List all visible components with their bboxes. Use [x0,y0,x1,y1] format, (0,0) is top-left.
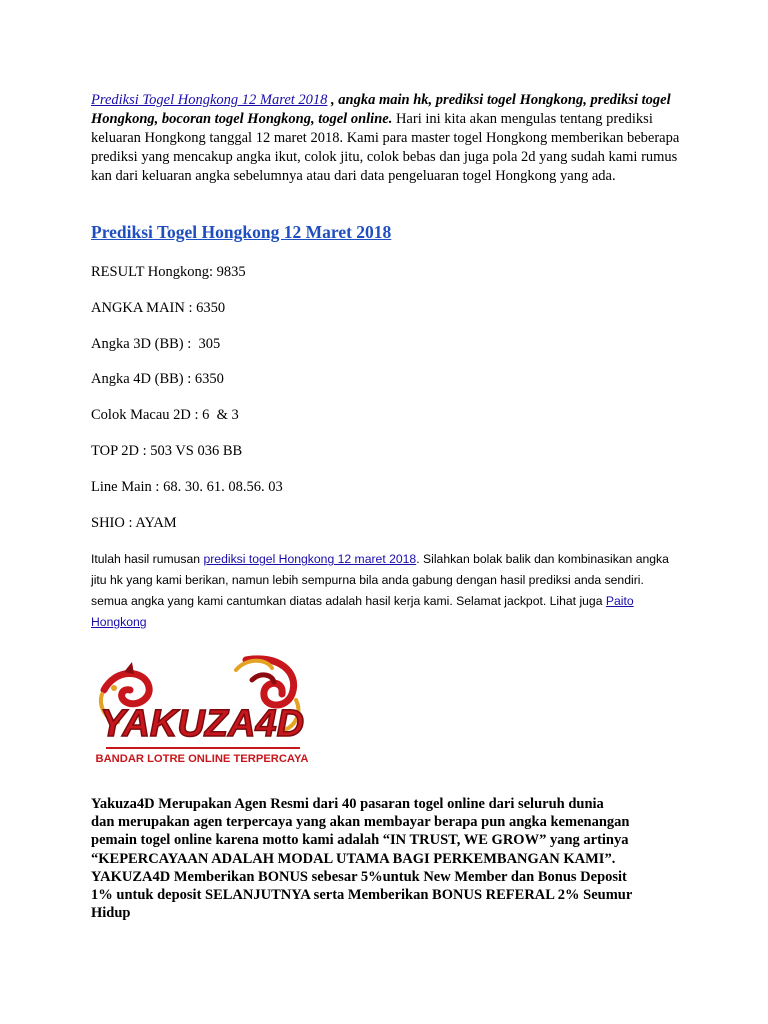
page-heading [91,222,691,243]
footer-paragraph [91,795,691,922]
result-line-colok-macau: Colok Macau 2D : 6 & 3 [91,407,239,424]
footer-line: pemain togel online karena motto kami adalah “IN TRUST, WE GROW” yang artinya [91,832,629,849]
yakuza4d-logo-graphic [96,650,308,770]
footer-line: dan merupakan agen terpercaya yang akan membayar berapa pun angka kemenangan [91,814,630,831]
result-line-hongkong: RESULT Hongkong: 9835 [91,264,246,280]
outro-text-middle: . Silahkan bolak balik dan kombinasikan angka jitu hk yang kami berikan, namun lebih sempurna bila anda gabung dengan hasil prediksi anda sendiri. semua angka yang kami cantumkan diatas adalah hasil kerja kami. Selamat jackpot. Lihat juga [91,552,669,609]
outro-text-start: Itulah hasil rumusan [91,552,204,567]
result-line-top-2d: TOP 2D : 503 VS 036 BB [91,442,243,459]
footer-line: “KEPERCAYAAN ADALAH MODAL UTAMA BAGI PERKEMBANGAN KAMI”. [91,850,616,867]
outro-paragraph [91,549,671,633]
yakuza4d-logo [96,650,308,770]
result-line-angka-3d: Angka 3D (BB) : 305 [91,335,221,352]
intro-body-text: Hari ini kita akan mengulas tentang prediksi keluaran Hongkong tanggal 12 maret 2018. Kami para master togel Hongkong memberikan beberapa prediksi yang mencakup angka ikut, colok jitu, colok bebas dan juga pola 2d yang sudah kami rumus kan dari keluaran angka sebelumnya atau dari data pengeluaran togel Hongkong yang ada. [91,111,680,184]
result-list [91,263,691,533]
outro-prediction-link[interactable]: prediksi togel Hongkong 12 maret 2018 [203,552,417,567]
logo-tagline: BANDAR LOTRE ONLINE TERPERCAYA [96,753,308,765]
paito-hongkong-link[interactable]: Paito Hongkong [91,594,634,630]
footer-line: YAKUZA4D Memberikan BONUS sebesar 5%untuk New Member dan Bonus Deposit [91,868,627,885]
intro-keywords: , angka main hk, prediksi togel Hongkong, prediksi togel Hongkong, bocoran togel Hongkong, togel online. [91,92,671,127]
footer-line: Hidup [91,905,131,922]
intro-title-link[interactable]: Prediksi Togel Hongkong 12 Maret 2018 [91,92,328,108]
heading-link[interactable]: Prediksi Togel Hongkong 12 Maret 2018 [91,222,392,242]
logo-brand-text: YAKUZA4D [99,703,305,745]
result-line-line-main: Line Main : 68. 30. 61. 08.56. 03 [91,478,283,495]
footer-line: Yakuza4D Merupakan Agen Resmi dari 40 pasaran togel online dari seluruh dunia [91,796,604,812]
footer-line: 1% untuk deposit SELANJUTNYA serta Memberikan BONUS REFERAL 2% Seumur [91,887,633,904]
document-body [91,91,691,633]
intro-paragraph [91,91,691,186]
result-line-angka-4d: Angka 4D (BB) : 6350 [91,371,224,388]
result-line-shio: SHIO : AYAM [91,514,177,531]
result-line-angka-main: ANGKA MAIN : 6350 [91,299,226,316]
